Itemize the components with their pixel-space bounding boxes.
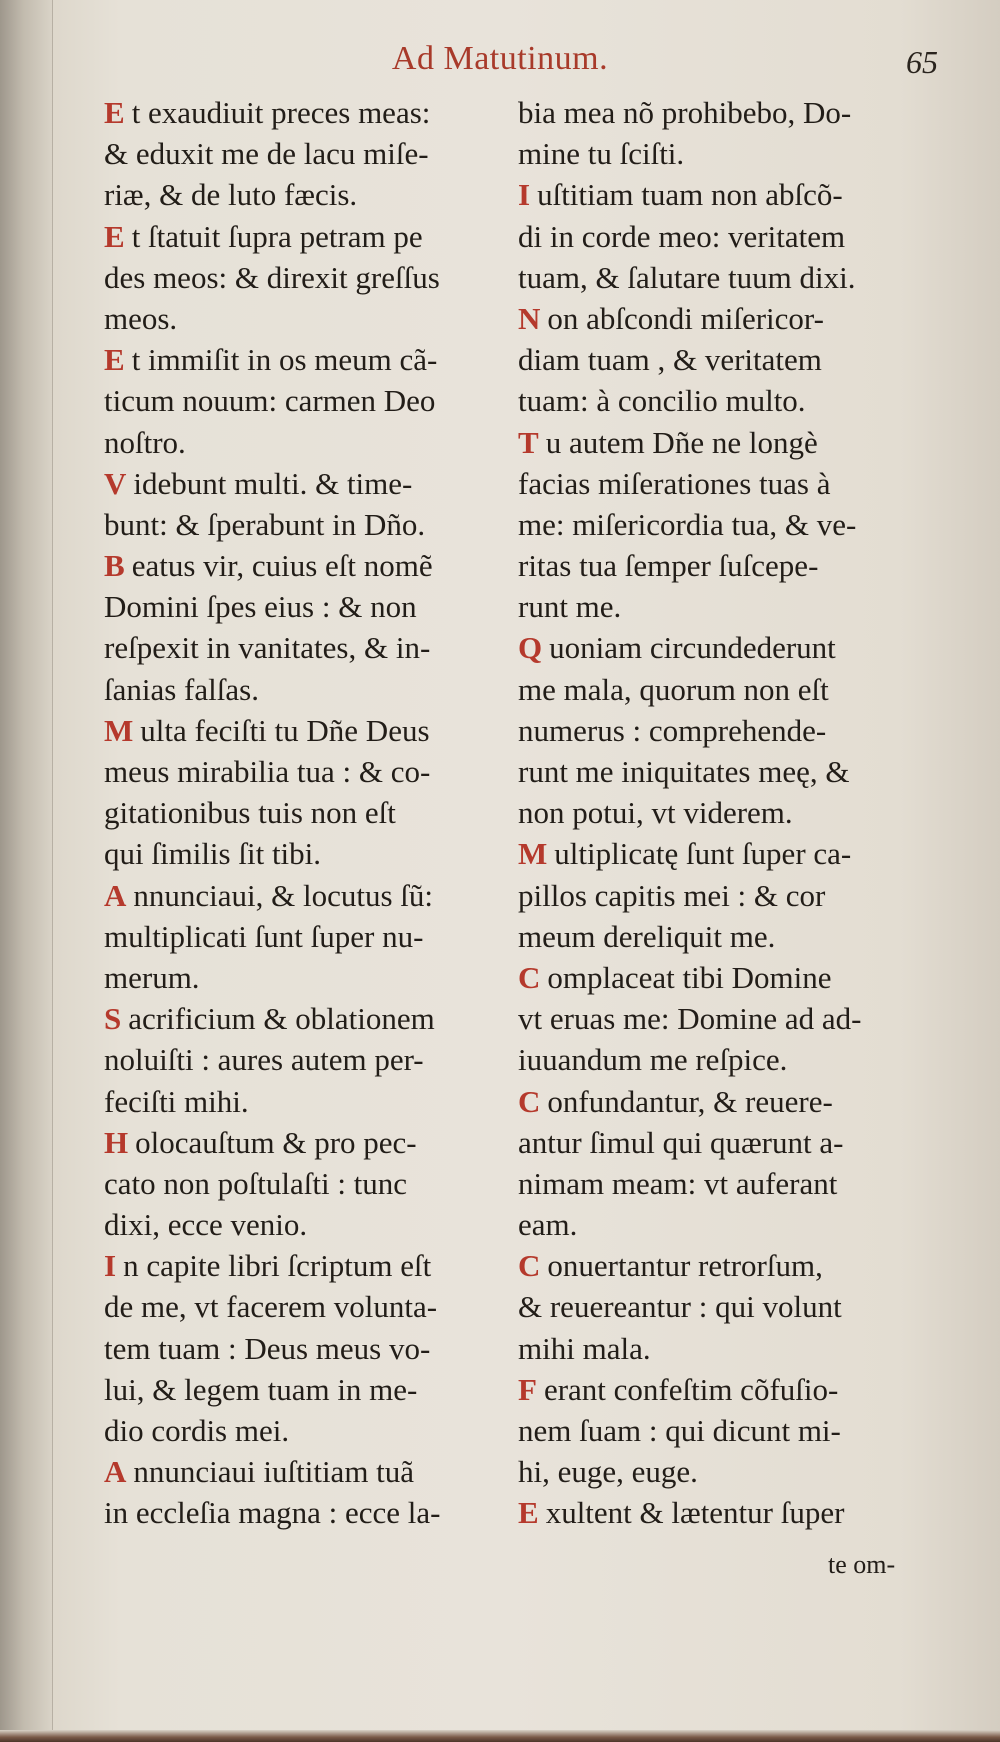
text-line bbox=[104, 133, 512, 174]
line-text: runt me. bbox=[518, 589, 622, 625]
text-line bbox=[104, 422, 512, 463]
rubricated-initial: E bbox=[104, 342, 125, 378]
line-text: bunt: & ſperabunt in Dño. bbox=[104, 506, 426, 542]
text-line bbox=[518, 875, 943, 916]
line-text: olocauſtum & pro pec- bbox=[135, 1124, 417, 1160]
rubricated-initial: I bbox=[518, 177, 531, 213]
line-text: noluiſti : aures autem per- bbox=[104, 1042, 424, 1078]
line-text: meum dereliquit me. bbox=[518, 918, 776, 954]
text-line bbox=[104, 545, 512, 586]
rubricated-initial: V bbox=[104, 465, 127, 501]
line-text: in eccleſia magna : ecce la- bbox=[104, 1495, 441, 1531]
text-line bbox=[518, 257, 943, 298]
text-line bbox=[104, 1286, 512, 1327]
text-line bbox=[104, 875, 512, 916]
line-text: t immiſit in os meum cã- bbox=[131, 342, 438, 378]
text-line bbox=[518, 998, 943, 1039]
line-text: omplaceat tibi Domine bbox=[547, 959, 832, 995]
text-column-right bbox=[518, 92, 943, 1534]
line-text: riæ, & de luto fæcis. bbox=[104, 177, 358, 213]
line-text: dixi, ecce venio. bbox=[104, 1207, 308, 1243]
text-line bbox=[518, 545, 943, 586]
rubricated-initial: I bbox=[104, 1248, 117, 1284]
line-text: meus mirabilia tua : & co- bbox=[104, 754, 431, 789]
line-text: mine tu ſciſti. bbox=[518, 136, 685, 172]
text-line bbox=[104, 298, 512, 339]
line-text: multiplicati ſunt ſuper nu- bbox=[104, 918, 424, 954]
line-text: dio cordis mei. bbox=[104, 1413, 290, 1448]
line-text: de me, vt facerem volunta- bbox=[104, 1289, 438, 1325]
text-line bbox=[518, 1451, 943, 1492]
line-text: onfundantur, & reuere- bbox=[547, 1083, 833, 1119]
line-text: pillos capitis mei : & cor bbox=[518, 877, 826, 913]
line-text: hi, euge, euge. bbox=[518, 1454, 698, 1490]
line-text: nimam meam: vt auferant bbox=[518, 1165, 838, 1201]
text-line bbox=[518, 1410, 943, 1451]
text-line bbox=[518, 792, 943, 833]
line-text: reſpexit in vanitates, & in- bbox=[104, 630, 431, 666]
text-line bbox=[518, 586, 943, 627]
line-text: non potui, vt viderem. bbox=[518, 795, 793, 831]
line-text: des meos: & direxit greſſus bbox=[104, 259, 440, 295]
text-line bbox=[518, 1245, 943, 1286]
page-number: 65 bbox=[906, 44, 938, 80]
line-text: tuam, & ſalutare tuum dixi. bbox=[518, 259, 856, 295]
text-line bbox=[518, 627, 943, 668]
line-text: uſtitiam tuam non abſcõ- bbox=[537, 177, 843, 213]
text-line bbox=[104, 710, 512, 751]
rubricated-initial: C bbox=[518, 1083, 541, 1119]
line-text: nnunciaui iuſtitiam tuã bbox=[133, 1454, 415, 1490]
text-line bbox=[104, 1122, 512, 1163]
text-line bbox=[104, 792, 512, 833]
text-line bbox=[104, 1410, 512, 1451]
text-line bbox=[518, 957, 943, 998]
text-line bbox=[104, 1039, 512, 1080]
line-text: idebunt multi. & time- bbox=[133, 465, 413, 501]
line-text: diam tuam , & veritatem bbox=[518, 342, 822, 378]
text-line bbox=[104, 1369, 512, 1410]
line-text: nnunciaui, & locutus ſũ: bbox=[133, 877, 434, 913]
line-text: xultent & lætentur ſuper bbox=[545, 1495, 845, 1531]
text-line bbox=[518, 339, 943, 380]
line-text: mihi mala. bbox=[518, 1330, 651, 1366]
rubricated-initial: C bbox=[518, 1248, 541, 1284]
rubricated-initial: S bbox=[104, 1001, 122, 1037]
line-text: acrificium & oblationem bbox=[128, 1001, 435, 1037]
text-line bbox=[518, 833, 943, 874]
text-line bbox=[518, 1081, 943, 1122]
text-column-left bbox=[104, 92, 512, 1534]
text-line bbox=[518, 1163, 943, 1204]
text-line bbox=[104, 1245, 512, 1286]
text-line bbox=[518, 1328, 943, 1369]
text-line bbox=[104, 92, 512, 133]
line-text: gitationibus tuis non eſt bbox=[104, 795, 396, 831]
text-line bbox=[518, 133, 943, 174]
line-text: vt eruas me: Domine ad ad- bbox=[518, 1001, 862, 1037]
text-line bbox=[518, 422, 943, 463]
line-text: qui ſimilis ſit tibi. bbox=[104, 836, 322, 872]
line-text: n capite libri ſcriptum eſt bbox=[123, 1248, 432, 1284]
line-text: numerus : comprehende- bbox=[518, 712, 827, 748]
text-line bbox=[518, 504, 943, 545]
line-text: lui, & legem tuam in me- bbox=[104, 1371, 418, 1407]
page-edge bbox=[0, 1730, 1000, 1742]
line-text: eam. bbox=[518, 1207, 578, 1243]
line-text: meos. bbox=[104, 300, 178, 336]
line-text: me: miſericordia tua, & ve- bbox=[518, 506, 857, 542]
line-text: noſtro. bbox=[104, 424, 186, 460]
text-line bbox=[104, 751, 512, 792]
text-line bbox=[518, 1122, 943, 1163]
text-line bbox=[518, 916, 943, 957]
text-line bbox=[104, 833, 512, 874]
text-line bbox=[104, 380, 512, 421]
text-line bbox=[104, 627, 512, 668]
rubricated-initial: A bbox=[104, 1454, 127, 1490]
text-line bbox=[518, 463, 943, 504]
line-text: iuuandum me reſpice. bbox=[518, 1042, 788, 1078]
line-text: ritas tua ſemper ſuſcepe- bbox=[518, 548, 819, 584]
line-text: tem tuam : Deus meus vo- bbox=[104, 1330, 431, 1366]
text-line bbox=[518, 669, 943, 710]
text-line bbox=[518, 174, 943, 215]
rubricated-initial: C bbox=[518, 959, 541, 995]
text-line bbox=[104, 339, 512, 380]
text-line bbox=[518, 1286, 943, 1327]
text-line bbox=[104, 586, 512, 627]
rubricated-initial: M bbox=[518, 836, 548, 872]
line-text: me mala, quorum non eſt bbox=[518, 671, 829, 707]
line-text: feciſti mihi. bbox=[104, 1083, 249, 1119]
rubricated-initial: E bbox=[104, 95, 125, 130]
line-text: & reuereantur : qui volunt bbox=[518, 1289, 842, 1325]
rubricated-initial: E bbox=[104, 218, 125, 254]
line-text: merum. bbox=[104, 959, 200, 995]
text-line bbox=[104, 463, 512, 504]
line-text: antur ſimul qui quærunt a- bbox=[518, 1124, 844, 1160]
line-text: eatus vir, cuius eſt nomẽ bbox=[131, 548, 433, 584]
text-line bbox=[104, 1204, 512, 1245]
line-text: onuertantur retrorſum, bbox=[547, 1248, 823, 1284]
line-text: runt me iniquitates meę, & bbox=[518, 754, 850, 789]
catchword: te om- bbox=[828, 1550, 896, 1579]
running-title: Ad Matutinum. bbox=[391, 40, 609, 77]
line-text: & eduxit me de lacu miſe- bbox=[104, 136, 429, 172]
line-text: facias miſerationes tuas à bbox=[518, 465, 831, 501]
line-text: on abſcondi miſericor- bbox=[547, 300, 824, 336]
text-line bbox=[104, 504, 512, 545]
line-text: uoniam circundederunt bbox=[549, 630, 836, 666]
line-text: ſanias falſas. bbox=[104, 671, 259, 707]
text-line bbox=[518, 751, 943, 792]
text-line bbox=[104, 1492, 512, 1533]
line-text: nem ſuam : qui dicunt mi- bbox=[518, 1413, 841, 1448]
text-line bbox=[104, 916, 512, 957]
rubricated-initial: A bbox=[104, 877, 127, 913]
line-text: ulta feciſti tu Dñe Deus bbox=[140, 712, 430, 748]
text-line bbox=[104, 669, 512, 710]
line-text: t exaudiuit preces meas: bbox=[131, 95, 431, 130]
text-line bbox=[518, 710, 943, 751]
text-line bbox=[104, 216, 512, 257]
line-text: ultiplicatę ſunt ſuper ca- bbox=[554, 836, 852, 872]
text-line bbox=[104, 174, 512, 215]
rubricated-initial: F bbox=[518, 1371, 537, 1407]
text-line bbox=[518, 1204, 943, 1245]
line-text: tuam: à concilio multo. bbox=[518, 383, 806, 419]
text-line bbox=[518, 1492, 943, 1533]
line-text: erant confeſtim cõfuſio- bbox=[543, 1371, 839, 1407]
text-line bbox=[104, 1451, 512, 1492]
text-line bbox=[518, 298, 943, 339]
line-text: t ſtatuit ſupra petram pe bbox=[131, 218, 423, 254]
rubricated-initial: H bbox=[104, 1124, 129, 1160]
rubricated-initial: N bbox=[518, 300, 541, 336]
binding-gutter bbox=[0, 0, 53, 1742]
text-line bbox=[518, 1039, 943, 1080]
line-text: u autem Dñe ne longè bbox=[545, 424, 818, 460]
text-line bbox=[518, 216, 943, 257]
line-text: cato non poſtulaſti : tunc bbox=[104, 1165, 408, 1201]
text-line bbox=[104, 1081, 512, 1122]
text-line bbox=[518, 380, 943, 421]
rubricated-initial: E bbox=[518, 1495, 539, 1531]
rubricated-initial: Q bbox=[518, 630, 543, 666]
rubricated-initial: B bbox=[104, 548, 125, 584]
line-text: bia mea nõ prohibebo, Do- bbox=[518, 95, 852, 130]
rubricated-initial: M bbox=[104, 712, 134, 748]
text-line bbox=[104, 257, 512, 298]
text-line bbox=[104, 957, 512, 998]
line-text: di in corde meo: veritatem bbox=[518, 218, 846, 254]
line-text: Domini ſpes eius : & non bbox=[104, 589, 417, 625]
text-line bbox=[104, 1328, 512, 1369]
text-line bbox=[518, 1369, 943, 1410]
line-text: ticum nouum: carmen Deo bbox=[104, 383, 436, 419]
rubricated-initial: T bbox=[518, 424, 539, 460]
text-line bbox=[104, 1163, 512, 1204]
text-line bbox=[104, 998, 512, 1039]
text-line bbox=[518, 92, 943, 133]
